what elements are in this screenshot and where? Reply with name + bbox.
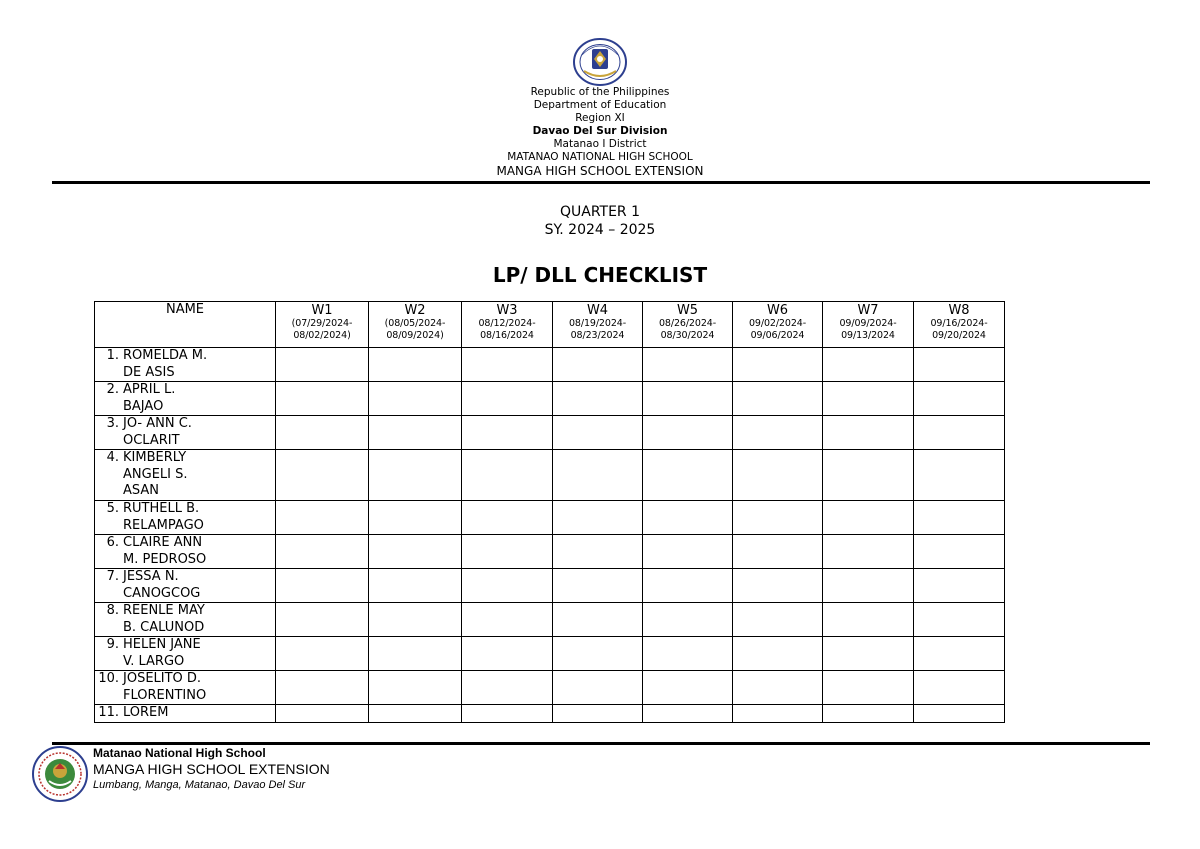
week-label: W7: [857, 303, 879, 318]
column-header-week-3: [462, 302, 553, 348]
teacher-name-cell: [95, 416, 276, 450]
row-number: 2.: [106, 382, 119, 397]
checklist-cell-week-7[interactable]: [823, 382, 914, 416]
school-year-label: SY. 2024 – 2025: [544, 222, 656, 238]
checklist-cell-week-8[interactable]: [914, 569, 1005, 603]
checklist-cell-week-3[interactable]: [462, 603, 553, 637]
checklist-cell-week-5[interactable]: [643, 450, 733, 501]
row-number: 6.: [106, 535, 119, 550]
week-date-range: 09/16/2024- 09/20/2024: [930, 318, 988, 341]
checklist-cell-week-4[interactable]: [553, 535, 643, 569]
checklist-cell-week-6[interactable]: [733, 671, 823, 705]
teacher-name: LOREM: [123, 705, 169, 720]
school-seal-logo: [31, 745, 89, 803]
footer-extension: MANGA HIGH SCHOOL EXTENSION: [93, 761, 330, 777]
checklist-cell-week-6[interactable]: [733, 450, 823, 501]
checklist-cell-week-2[interactable]: [369, 705, 462, 723]
quarter-block: [300, 203, 900, 239]
week-label: W2: [404, 303, 426, 318]
header-division: Davao Del Sur Division: [532, 125, 668, 137]
checklist-cell-week-8[interactable]: [914, 416, 1005, 450]
checklist-cell-week-6[interactable]: [733, 603, 823, 637]
table-row: [95, 569, 1005, 603]
column-header-name: NAME: [95, 302, 276, 348]
checklist-cell-week-5[interactable]: [643, 637, 733, 671]
teacher-name: ROMELDA M. DE ASIS: [123, 348, 208, 380]
week-date-range: 08/12/2024- 08/16/2024: [478, 318, 536, 341]
footer-divider: [52, 742, 1150, 745]
checklist-cell-week-3[interactable]: [462, 569, 553, 603]
week-label: W4: [586, 303, 609, 318]
table-body: [95, 348, 1005, 723]
teacher-name-cell: [95, 705, 276, 723]
deped-seal-logo: [572, 37, 628, 87]
checklist-cell-week-6[interactable]: [733, 501, 823, 535]
week-date-range: (08/05/2024- 08/09/2024): [384, 318, 446, 341]
teacher-name-cell: [95, 501, 276, 535]
teacher-name-cell: [95, 348, 276, 382]
checklist-cell-week-3[interactable]: [462, 348, 553, 382]
checklist-cell-week-3[interactable]: [462, 501, 553, 535]
footer-school: Matanao National High School: [93, 746, 266, 760]
checklist-cell-week-4[interactable]: [553, 416, 643, 450]
checklist-cell-week-4[interactable]: [553, 501, 643, 535]
checklist-cell-week-2[interactable]: [369, 416, 462, 450]
checklist-cell-week-6[interactable]: [733, 535, 823, 569]
checklist-cell-week-2[interactable]: [369, 603, 462, 637]
teacher-name-cell: [95, 535, 276, 569]
checklist-cell-week-6[interactable]: [733, 416, 823, 450]
table-row: [95, 501, 1005, 535]
checklist-cell-week-1[interactable]: [276, 382, 369, 416]
checklist-cell-week-7[interactable]: [823, 637, 914, 671]
checklist-cell-week-2[interactable]: [369, 535, 462, 569]
checklist-cell-week-5[interactable]: [643, 603, 733, 637]
row-number: 11.: [98, 705, 119, 720]
teacher-name: RUTHELL B. RELAMPAGO: [123, 501, 204, 533]
checklist-cell-week-8[interactable]: [914, 348, 1005, 382]
header-department: Department of Education: [533, 99, 667, 111]
header-district: Matanao I District: [553, 138, 647, 150]
checklist-cell-week-8[interactable]: [914, 637, 1005, 671]
checklist-cell-week-4[interactable]: [553, 705, 643, 723]
teacher-name: HELEN JANE V. LARGO: [123, 637, 201, 669]
checklist-cell-week-6[interactable]: [733, 569, 823, 603]
checklist-cell-week-6[interactable]: [733, 348, 823, 382]
checklist-cell-week-3[interactable]: [462, 705, 553, 723]
week-label: W3: [496, 303, 518, 318]
column-header-week-7: [823, 302, 914, 348]
checklist-cell-week-2[interactable]: [369, 348, 462, 382]
header-extension: MANGA HIGH SCHOOL EXTENSION: [496, 164, 704, 178]
checklist-cell-week-5[interactable]: [643, 382, 733, 416]
checklist-cell-week-4[interactable]: [553, 450, 643, 501]
checklist-cell-week-1[interactable]: [276, 501, 369, 535]
checklist-cell-week-1[interactable]: [276, 637, 369, 671]
checklist-cell-week-5[interactable]: [643, 671, 733, 705]
checklist-cell-week-1[interactable]: [276, 450, 369, 501]
checklist-cell-week-5[interactable]: [643, 569, 733, 603]
table-row: [95, 416, 1005, 450]
week-label: W1: [311, 303, 333, 318]
teacher-name-cell: [95, 671, 276, 705]
week-date-range: (07/29/2024- 08/02/2024): [291, 318, 353, 341]
table-row: [95, 705, 1005, 723]
checklist-cell-week-5[interactable]: [643, 348, 733, 382]
teacher-name-cell: [95, 569, 276, 603]
week-date-range: 09/02/2024- 09/06/2024: [748, 318, 807, 341]
checklist-cell-week-2[interactable]: [369, 382, 462, 416]
quarter-label: QUARTER 1: [559, 204, 641, 220]
checklist-cell-week-3[interactable]: [462, 671, 553, 705]
teacher-name-cell: [95, 382, 276, 416]
header-region: Region XI: [575, 112, 625, 124]
checklist-cell-week-1[interactable]: [276, 603, 369, 637]
checklist-cell-week-4[interactable]: [553, 382, 643, 416]
week-label: W6: [766, 303, 789, 318]
week-date-range: 09/09/2024- 09/13/2024: [839, 318, 897, 341]
checklist-table: [94, 301, 1005, 723]
checklist-cell-week-7[interactable]: [823, 603, 914, 637]
column-header-week-1: [276, 302, 369, 348]
row-number: 10.: [98, 671, 119, 686]
row-number: 4.: [106, 450, 119, 465]
checklist-cell-week-5[interactable]: [643, 416, 733, 450]
column-header-week-6: [733, 302, 823, 348]
checklist-cell-week-8[interactable]: [914, 705, 1005, 723]
checklist-cell-week-2[interactable]: [369, 501, 462, 535]
checklist-cell-week-6[interactable]: [733, 382, 823, 416]
teacher-name-cell: [95, 603, 276, 637]
checklist-cell-week-2[interactable]: [369, 637, 462, 671]
row-number: 3.: [106, 416, 119, 431]
checklist-cell-week-5[interactable]: [643, 501, 733, 535]
checklist-cell-week-5[interactable]: [643, 705, 733, 723]
checklist-cell-week-7[interactable]: [823, 535, 914, 569]
checklist-cell-week-7[interactable]: [823, 348, 914, 382]
footer: [93, 746, 330, 793]
checklist-cell-week-4[interactable]: [553, 348, 643, 382]
week-label: W8: [948, 303, 970, 318]
checklist-cell-week-4[interactable]: [553, 569, 643, 603]
teacher-name: JO- ANN C. OCLARIT: [123, 416, 192, 448]
checklist-cell-week-8[interactable]: [914, 603, 1005, 637]
checklist-cell-week-5[interactable]: [643, 535, 733, 569]
checklist-cell-week-1[interactable]: [276, 416, 369, 450]
checklist-cell-week-1[interactable]: [276, 671, 369, 705]
row-number: 5.: [106, 501, 119, 516]
row-number: 1.: [106, 348, 119, 363]
header-school: MATANAO NATIONAL HIGH SCHOOL: [507, 151, 693, 163]
table-row: [95, 535, 1005, 569]
checklist-cell-week-7[interactable]: [823, 416, 914, 450]
checklist-cell-week-1[interactable]: [276, 535, 369, 569]
checklist-cell-week-7[interactable]: [823, 501, 914, 535]
teacher-name: APRIL L. BAJAO: [123, 382, 176, 414]
page-title: LP/ DLL CHECKLIST: [492, 263, 708, 287]
row-number: 8.: [106, 603, 119, 618]
header-republic: Republic of the Philippines: [530, 86, 670, 98]
checklist-cell-week-1[interactable]: [276, 569, 369, 603]
column-header-week-8: [914, 302, 1005, 348]
checklist-cell-week-8[interactable]: [914, 671, 1005, 705]
checklist-cell-week-4[interactable]: [553, 671, 643, 705]
checklist-cell-week-8[interactable]: [914, 535, 1005, 569]
checklist-cell-week-4[interactable]: [553, 637, 643, 671]
checklist-cell-week-7[interactable]: [823, 705, 914, 723]
checklist-cell-week-1[interactable]: [276, 348, 369, 382]
checklist-cell-week-7[interactable]: [823, 671, 914, 705]
header-divider: [52, 181, 1150, 184]
table-header-row: [95, 302, 1005, 348]
teacher-name: REENLE MAY B. CALUNOD: [123, 603, 205, 635]
table-row: [95, 603, 1005, 637]
teacher-name-cell: [95, 450, 276, 501]
checklist-cell-week-8[interactable]: [914, 450, 1005, 501]
week-date-range: 08/19/2024- 08/23/2024: [568, 318, 627, 341]
row-number: 9.: [106, 637, 119, 652]
checklist-cell-week-2[interactable]: [369, 569, 462, 603]
checklist-cell-week-3[interactable]: [462, 535, 553, 569]
table-row: [95, 671, 1005, 705]
column-header-week-5: [643, 302, 733, 348]
teacher-name: KIMBERLY ANGELI S. ASAN: [123, 450, 188, 498]
checklist-cell-week-7[interactable]: [823, 450, 914, 501]
teacher-name-cell: [95, 637, 276, 671]
checklist-cell-week-1[interactable]: [276, 705, 369, 723]
teacher-name: JOSELITO D. FLORENTINO: [123, 671, 207, 703]
checklist-cell-week-8[interactable]: [914, 382, 1005, 416]
checklist-cell-week-8[interactable]: [914, 501, 1005, 535]
checklist-cell-week-3[interactable]: [462, 416, 553, 450]
teacher-name: JESSA N. CANOGCOG: [123, 569, 201, 601]
column-header-week-4: [553, 302, 643, 348]
week-date-range: 08/26/2024- 08/30/2024: [658, 318, 717, 341]
checklist-cell-week-2[interactable]: [369, 671, 462, 705]
table-row: [95, 637, 1005, 671]
table-row: [95, 382, 1005, 416]
week-label: W5: [676, 303, 699, 318]
checklist-cell-week-2[interactable]: [369, 450, 462, 501]
table-row: [95, 348, 1005, 382]
checklist-cell-week-3[interactable]: [462, 450, 553, 501]
teacher-name: CLAIRE ANN M. PEDROSO: [123, 535, 207, 567]
row-number: 7.: [106, 569, 119, 584]
column-header-week-2: [369, 302, 462, 348]
footer-address: Lumbang, Manga, Matanao, Davao Del Sur: [93, 779, 306, 791]
checklist-cell-week-3[interactable]: [462, 637, 553, 671]
checklist-cell-week-6[interactable]: [733, 637, 823, 671]
checklist-cell-week-3[interactable]: [462, 382, 553, 416]
checklist-cell-week-4[interactable]: [553, 603, 643, 637]
checklist-cell-week-7[interactable]: [823, 569, 914, 603]
table-row: [95, 450, 1005, 501]
checklist-cell-week-6[interactable]: [733, 705, 823, 723]
letterhead: [300, 86, 900, 178]
